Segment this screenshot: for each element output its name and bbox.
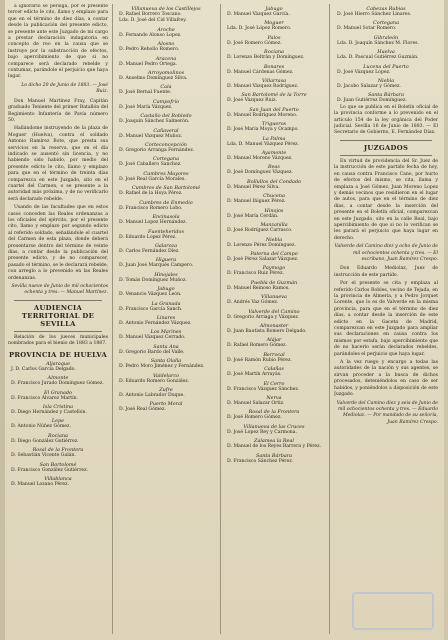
town-name: Cumbres Mayores: [143, 170, 189, 177]
town-name: Santa Bárbara: [256, 452, 292, 459]
town-name: Moguer: [264, 20, 284, 27]
judge-name: D. José María Moya y Ocampo.: [227, 127, 299, 133]
judge-name: D. Manuel Salazar Ortiz.: [227, 400, 285, 406]
divider: [340, 155, 432, 156]
judge-name: D. José Romero Gómez.: [227, 40, 282, 46]
judge-name: Lda. D. Pascual Gutiérrez Guzmán.: [337, 55, 419, 61]
judge-name: D. José Caballero Sanchez.: [119, 162, 182, 168]
judge-name: D. José Ramón Rubio Pérez.: [227, 357, 292, 363]
judge-name: J. D. Carlos García Delgado.: [11, 366, 76, 372]
town-name: Cortegana: [153, 156, 179, 163]
town-name: Santa Bárbara: [368, 92, 404, 99]
edict-text: Usando de las facultades que en estos casos conceden las Reales ordenanzas a los oficiales del ejército, por el presente cito, llamo y emplazo por segundo edicto al referido soldado, señalándole el cuartel del Carmen de esta plaza, donde deberá presentarse dentro del término de veinte días, a contar desde la publicación del presente edicto, y de no comparecer, pasado el término, se le declarará rebelde, con arreglo a lo prevenido en las Reales ordenanzas.: [8, 205, 108, 281]
town-name: Rociana: [48, 432, 68, 439]
town-name: Lepe: [51, 418, 65, 425]
judge-name: D. José Lopez Rey y Carmona.: [227, 429, 297, 435]
town-name: Rosal de la Frontera: [248, 409, 300, 416]
section-intro: Relación de los jueces municipales nombrados para el bienio de 1883 a 1887.: [8, 334, 108, 347]
judge-name: D. Diego Hernández y Castellón.: [11, 409, 87, 415]
town-name: Niebla: [265, 236, 283, 243]
edict-signature: Valverde del Camino diez y seis de Junio de mil ochocientos ochenta y tres. — Eduardo Mediolaz. — Por mandado de su señoría, Juan Ramírez Crespo.: [336, 400, 438, 425]
judge-name: Lda. D. Joaquín Sánchez M. Flores.: [337, 40, 419, 46]
judge-name: D. Juan Gutiérrez Domínguez.: [337, 98, 407, 104]
judge-list: [116, 6, 216, 414]
town-name: Berrocal: [263, 351, 285, 358]
town-name: Puerto Moral: [149, 401, 183, 408]
town-name: Valdelarco: [152, 372, 180, 379]
judge-name: D. Anselmo Domínguez Silva.: [119, 76, 188, 82]
judge-name: D. José Vázquez Lopez.: [337, 69, 391, 75]
edict-heading: Don Manuel Martínez Fray, Capitán graduado Teniente del primer Batallón del Regimiento Infantería de Pavía número 50.: [8, 98, 108, 123]
judge-name: D. Manuel Pérez Silva.: [227, 184, 280, 190]
edict-signature: Lo dicho 20 de Junio de 1883. — José Ruiz.: [21, 82, 108, 95]
judge-name: D. Francisco Sánchez Pérez.: [227, 458, 294, 464]
town-name: Bonares: [263, 63, 285, 70]
town-name: Villablanca: [44, 475, 72, 482]
town-name: Villanueva: [261, 294, 287, 301]
judge-name: D. Antonio Núñez Gómez.: [11, 424, 71, 430]
column-rule: [220, 4, 221, 634]
town-name: Cala: [160, 84, 172, 91]
judge-name: D. Pedro Rebollo Romero.: [119, 47, 180, 53]
judge-name: D. Joaquín Sánchez Salmerón.: [119, 119, 190, 125]
town-name: San Bartolomé de la Torre: [241, 92, 307, 99]
judge-name: D. Manuel Vázquez Muñoz.: [119, 133, 183, 139]
town-name: Linares: [156, 314, 176, 321]
page-edge-left: [0, 0, 5, 640]
town-name: Aroche: [157, 26, 175, 33]
judge-name: D. Francisco Jurado Domínguez Gómez.: [11, 381, 104, 387]
judge-name: D. Rafael Borrero Toscano.: [119, 12, 182, 17]
town-name: Galaroza: [154, 242, 178, 249]
town-name: Cortegana: [373, 20, 399, 27]
town-name: Palos: [267, 34, 281, 41]
divider: [14, 331, 102, 332]
edict-text: En virtud de providencia del Sr. Juez de la instrucción de este partido fecha de hoy, en causa contra Francisco Cano, por hurto de efectos del mismo, se cita, llama y emplaza a José Gómez, Juan Moreno Lopez y demás vecinos que residieron en el lugar de autos, para que en el término de diez días, a contar desde la inserción del presente en el Boletín oficial, comparezcan en este Juzgado, sito en la calle Real, bajo apercibimiento de que si no lo verifican se les parará el perjuicio que haya lugar en derecho.: [334, 158, 438, 241]
town-name: Villarrasa: [261, 78, 287, 85]
judge-name: D. Manuel Vázquez Cerrado.: [119, 335, 186, 341]
judge-name: D. Francisco Romero Lobo.: [119, 205, 183, 211]
town-name: Rosal de la Frontera: [32, 447, 84, 454]
edict-text: Por el presente se cita y emplaza al referido Carlos Robles, vecino de Tejada, en la provincia de Almería, y a Pedro Jorquet Lorente, que lo es de Valverde en la misma provincia, para que en el término de diez días, a contar desde la inserción de este edicto en la Gaceta de Madrid, comparezcan en este Juzgado para ampliar sus declaraciones en causa contra los mismos por estafa, bajo apercibimiento que de no hacerlo serán declarados rebeldes, parándoles el perjuicio que haya lugar.: [334, 281, 438, 357]
town-name: Fuenteheridos: [148, 228, 184, 235]
judge-name: D. Juan Bautista Romero Delgado.: [227, 328, 307, 334]
town-name: Santa Ana: [153, 343, 179, 350]
town-name: Valverde del Camino: [248, 308, 300, 315]
town-name: Paymogo: [262, 265, 286, 272]
judge-name: Lda. D. José López Romero.: [227, 26, 292, 32]
column-rule: [329, 4, 330, 634]
town-name: Los Marines: [150, 329, 182, 336]
judge-name: D. Manuel Pedro Ortega.: [119, 61, 178, 67]
judge-name: D. Francisco Vázquez Sánchez.: [227, 386, 300, 392]
edict-text: Hallándome instruyendo de la plaza de Moguer (Huelva), contra el soldado Antonio Ramírez Bote, que presta sus servicios en la reserva, que en el día indicado se ausentó sin licencia, y no habiendo sido habido, por medio del presente edicto le cito, llamo y emplazo para que en el término de treinta días comparezca en este Juzgado, sito en el cuartel del Carmen, o se presente a la autoridad más próxima, y de no verificarlo será declarado rebelde.: [8, 126, 108, 202]
town-name: Aracena: [155, 55, 177, 62]
town-name: Santa Olalla: [150, 358, 182, 365]
judge-name: D. Andrés Vaz Gómez.: [227, 300, 279, 306]
judge-name: D. Francisco García Sanch.: [119, 306, 183, 312]
judge-name: D. Pedro Moro Jiménez y Fernández.: [119, 364, 205, 370]
town-name: Villanueva de las Cruces: [243, 423, 305, 430]
town-name: Alosno: [157, 41, 175, 48]
judge-name: D. Rafael de la Hoya Pérez.: [119, 191, 183, 197]
town-name: Castaño del Robledo: [140, 113, 192, 120]
judge-name: D. José María Vázquez.: [119, 104, 173, 110]
town-name: Cumbres de San Bartolomé: [131, 185, 201, 192]
judge-name: D. José Domínguez Vázquez.: [227, 170, 293, 176]
town-name: Huelva: [377, 49, 395, 56]
judge-name: D. Manuel Moreno Vázquez.: [227, 156, 293, 162]
town-name: Almonaster: [259, 322, 289, 329]
town-name: Gibraleón: [373, 34, 399, 41]
judge-name: D. Jacobo Salazar y Gómez.: [337, 84, 401, 90]
edict-signature: Valverde del Camino diez y ocho de Junio de mil ochocientos ochenta y tres. — El escribano, Juan Ramírez Crespo.: [334, 244, 438, 262]
column-1: [8, 4, 108, 634]
judge-name: D. Manuel Iñiguez Pérez.: [227, 199, 286, 205]
judge-name: D. José Romero Gómez.: [227, 415, 282, 421]
town-name: Niebla: [377, 78, 395, 85]
town-name: Cañaveral: [153, 127, 179, 134]
town-name: Hinojales: [154, 271, 178, 278]
town-name: Higuera: [155, 257, 177, 264]
judge-name: D. Manuel Lozano Pérez.: [11, 481, 70, 487]
town-name: Zalamea la Real: [254, 438, 294, 445]
judge-name: D. Manuel Lopez Hernández.: [119, 220, 187, 226]
column-rule: [112, 4, 113, 634]
library-stamp: [352, 592, 434, 630]
town-name: Corteconcepción: [145, 142, 187, 149]
judge-name: D. Antonio Fernández Vázquez.: [119, 320, 192, 326]
edict-text: A la vez ruego y encargo a todas las autoridades de la nación y sus agentes, se sirvan proceder a la busca de dichos procesados, deteniéndolos en caso de ser habidos, y poniéndolos a disposición de este Juzgado.: [334, 360, 438, 398]
town-name: Puebla de Guzmán: [250, 279, 298, 286]
town-name: Calañas: [264, 366, 284, 373]
page-edge-right: [444, 0, 448, 640]
town-name: El Cerro: [263, 380, 285, 387]
edict-text: a ignorarlo se persiga, por el presente tercer edicto le cito, llamo y emplazo para que en el término de diez días, a contar desde la publicación del presente edicto, se presente ante este Juzgado de mi cargo a prestar declaración indagatoria en concepto de reo en la causa que se instruye por la substracción de efectos, bajo apercibimiento de que si no comparece será declarado rebelde y contumaz, parándole el perjuicio que haya lugar.: [8, 4, 108, 80]
judge-name: D. José Hierro Sánchez Linares.: [337, 12, 412, 17]
judge-name: D. Sebastián Vicente Galán.: [11, 453, 76, 459]
town-name: Villanueva de los Castillejos: [131, 6, 201, 12]
judge-name: D. Tomás Domínguez Muñoz.: [119, 277, 187, 283]
judge-name: Lda. D. Manuel Vázquez Pérez.: [227, 141, 300, 147]
judge-name: D. Gregorio Arriaga y Vázquez.: [227, 314, 300, 320]
town-name: Aljaraque: [46, 360, 70, 367]
judge-list: [8, 361, 108, 489]
judge-name: D. Gregorio Bardo del Valle.: [119, 349, 185, 355]
judge-name: D. Fernando Alonso Lopez.: [119, 32, 182, 38]
judge-list: [224, 6, 324, 465]
town-name: Bollullos del Condado: [246, 178, 302, 185]
town-name: San Bartolomé: [39, 461, 77, 468]
judge-name: D. Carlos Fernández Díez.: [119, 248, 180, 254]
town-name: Beas: [268, 164, 280, 171]
town-name: Cabezas Rubias: [366, 6, 406, 12]
judge-name: D. Eduardo Lopez Pérez.: [119, 234, 177, 240]
judge-name: D. José Bernal Fuente.: [119, 90, 172, 96]
judge-name: D. Manuel Cárdenas Gómez.: [227, 69, 294, 75]
town-name: Chucena: [263, 193, 285, 200]
column-4: [334, 4, 438, 634]
column-2: [116, 4, 216, 634]
province-title: PROVINCIA DE HUELVA: [8, 350, 108, 359]
town-name: Hinojos: [264, 207, 284, 214]
town-name: Manzanilla: [260, 222, 288, 229]
judge-name: D. Antonio Labrador Duque.: [119, 392, 185, 398]
column-3: [224, 4, 324, 634]
town-name: Rociana: [264, 49, 284, 56]
judge-name: D. José Rodríguez Carrasco.: [227, 228, 293, 234]
town-name: Jabugo: [265, 6, 283, 12]
town-name: La Palma: [262, 135, 286, 142]
town-name: Trigueros: [261, 121, 287, 128]
section-title: AUDIENCIA TERRITORIAL DE SEVILLA: [21, 303, 95, 328]
town-name: Encinasola: [152, 214, 180, 221]
judge-name: D. Eduardo Romero González.: [119, 378, 190, 384]
edict-heading: Don Eduardo Mediolaz, Juez de instrucción de este partido.: [334, 266, 438, 278]
judge-name: D. Manuel Sotar Romero.: [337, 26, 397, 32]
judge-name: D. Manuel Reinoso Ramos.: [227, 285, 290, 291]
town-name: Nerva: [266, 394, 282, 401]
judge-name: D. José Martín Arrayás.: [227, 372, 282, 378]
town-name: Paterna del Campo: [250, 250, 298, 257]
edict-signature: Sevilla nueve de Junio de mil ochocientos ochenta y tres. — Manuel Martínez.: [11, 284, 108, 296]
town-name: Alájar: [266, 337, 282, 344]
judge-name: D. José Pérez Salazar Vázquez.: [227, 256, 299, 262]
judge-name: Lda. D. José del Cid Villafrey.: [119, 18, 187, 24]
judge-name: D. Francisco González Gutiérrez.: [11, 467, 88, 473]
judge-name: D. Lorenzo Beltrán y Domínguez.: [227, 55, 305, 61]
judge-name: D. José Real García Morales.: [119, 176, 186, 182]
judge-name: D. Rafael Romero Gómez.: [227, 343, 287, 349]
divider: [14, 300, 102, 301]
town-name: Campofrío: [152, 98, 180, 105]
judge-name: D. Francisco Ruiz Pérez.: [227, 271, 284, 277]
judge-name: D. José María Cerdán.: [227, 213, 279, 219]
closing-note: Lo que se publica en el Boletín oficial de la provincia conforme a lo prevenido en el artículo 154 de la ley orgánica del Poder judicial. Sevilla 16 de Junio de 1883. — El Secretario de Gobierno, E. Fernández Díaz.: [334, 104, 438, 136]
town-name: Zufre: [159, 386, 173, 393]
judge-name: D. Juan José Marqués Campero.: [119, 263, 194, 269]
divider: [340, 140, 432, 141]
town-name: Lucena del Puerto: [363, 63, 409, 70]
judge-name: D. Diego González Gutiérrez.: [11, 438, 79, 444]
town-name: La Granada: [151, 300, 181, 307]
town-name: Jabugo: [157, 286, 175, 293]
town-name: El Granado: [44, 389, 72, 396]
judge-list: [334, 6, 438, 105]
judge-name: D. Gregorio Arranga Fernández.: [119, 148, 195, 154]
judge-name: D. Manuel Rodríguez Moreno.: [227, 112, 298, 118]
section-title: JUZGADOS: [363, 143, 409, 152]
town-name: San Juan del Puerto: [249, 106, 299, 113]
judge-name: D. José Vázquez Ruiz.: [227, 98, 277, 104]
judge-name: D. José Real Gómez.: [119, 407, 166, 413]
judge-name: D. Manuel de los Reyes Barrera y Pérez.: [227, 444, 322, 450]
judge-name: D. Lorenzo Pérez Domínguez.: [227, 242, 296, 248]
judge-name: D. Venancio Vázquez León.: [119, 292, 182, 298]
town-name: Isla Cristina: [42, 403, 74, 410]
judge-name: D. Manuel Vázquez Rodríguez.: [227, 84, 299, 90]
town-name: Cumbres de Enmedio: [139, 199, 193, 206]
town-name: Ayamonte: [261, 150, 287, 157]
judge-name: D. Francisco Álvarez Martín.: [11, 395, 79, 401]
town-name: Almonte: [47, 375, 69, 382]
judge-name: D. Manuel Vázquez García.: [227, 12, 290, 17]
town-name: Arroyomolinos: [147, 70, 185, 77]
